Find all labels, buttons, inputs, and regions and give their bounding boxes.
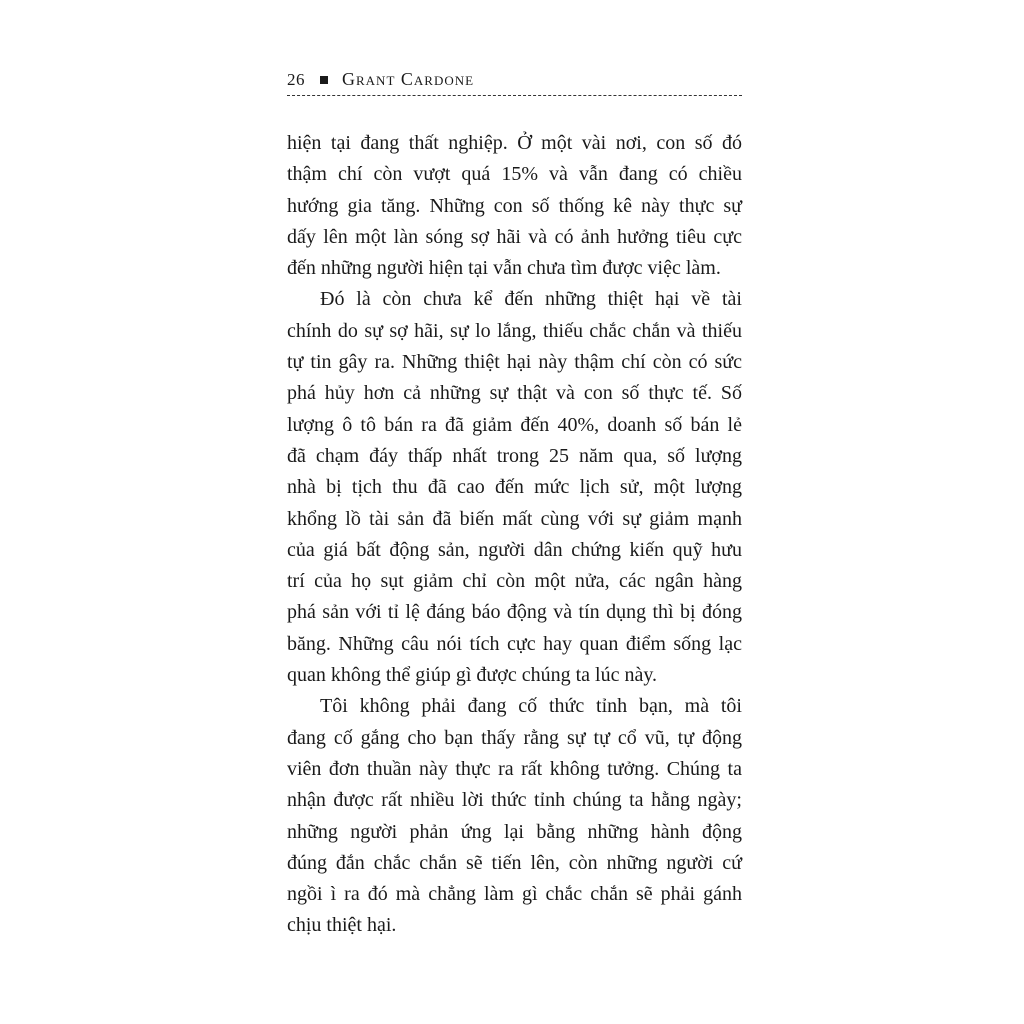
text-line: Đó là còn chưa kể đến những thiệt hại về tài <box>320 288 742 311</box>
text-line: lượng ô tô bán ra đã giảm đến 40%, doanh số bán lẻ <box>287 413 742 436</box>
page-number: 26 <box>287 70 305 89</box>
text-line: chịu thiệt hại. <box>287 914 397 937</box>
text-line: quan không thể giúp gì được chúng ta lúc này. <box>287 664 658 687</box>
text-line: của giá bất động sản, người dân chứng kiến quỹ hưu <box>287 538 742 561</box>
paragraph-2 <box>287 284 742 691</box>
text-line: Tôi không phải đang cố thức tỉnh bạn, mà tôi <box>320 695 742 718</box>
text-line: thậm chí còn vượt quá 15% và vẫn đang có chiều <box>287 163 742 186</box>
text-line: những người phản ứng lại bằng những hành động <box>287 820 742 843</box>
text-line: nhận được rất nhiều lời thức tỉnh chúng ta hằng ngày; <box>287 789 742 812</box>
text-line: đến những người hiện tại vẫn chưa tìm được việc làm. <box>287 257 721 280</box>
text-line: tự tin gây ra. Những thiệt hại này thậm chí còn có sức <box>287 351 742 374</box>
paragraph-1 <box>287 128 742 284</box>
text-line: băng. Những câu nói tích cực hay quan điểm sống lạc <box>287 632 742 655</box>
header-divider <box>287 95 742 96</box>
text-line: dấy lên một làn sóng sợ hãi và có ảnh hưởng tiêu cực <box>287 225 742 248</box>
paragraph-3 <box>287 691 742 941</box>
square-bullet-icon <box>320 76 328 84</box>
body-text <box>287 128 742 942</box>
text-line: đúng đắn chắc chắn sẽ tiến lên, còn những người cứ <box>287 851 742 874</box>
text-line: khổng lồ tài sản đã biến mất cùng với sự giảm mạnh <box>287 507 742 530</box>
text-line: phá sản với tỉ lệ đáng báo động và tín dụng thì bị đóng <box>287 601 742 624</box>
text-line: đã chạm đáy thấp nhất trong 25 năm qua, số lượng <box>287 444 742 467</box>
text-line: ngồi ì ra đó mà chẳng làm gì chắc chắn sẽ phải gánh <box>287 883 742 906</box>
text-line: hiện tại đang thất nghiệp. Ở một vài nơi, con số đó <box>287 132 742 154</box>
text-line: đang cố gắng cho bạn thấy rằng sự tự cổ vũ, tự động <box>287 726 742 749</box>
author-name: Grant Cardone <box>342 69 475 89</box>
text-line: hướng gia tăng. Những con số thống kê này thực sự <box>287 194 742 217</box>
text-line: phá hủy hơn cả những sự thật và con số thực tế. Số <box>287 382 742 405</box>
text-line: trí của họ sụt giảm chỉ còn một nửa, các ngân hàng <box>287 570 742 593</box>
text-line: viên đơn thuần này thực ra rất không tưởng. Chúng ta <box>287 757 742 780</box>
text-line: nhà bị tịch thu đã cao đến mức lịch sử, một lượng <box>287 476 742 499</box>
running-head <box>287 66 742 92</box>
text-line: chính do sự sợ hãi, sự lo lắng, thiếu chắc chắn và thiếu <box>287 319 742 342</box>
